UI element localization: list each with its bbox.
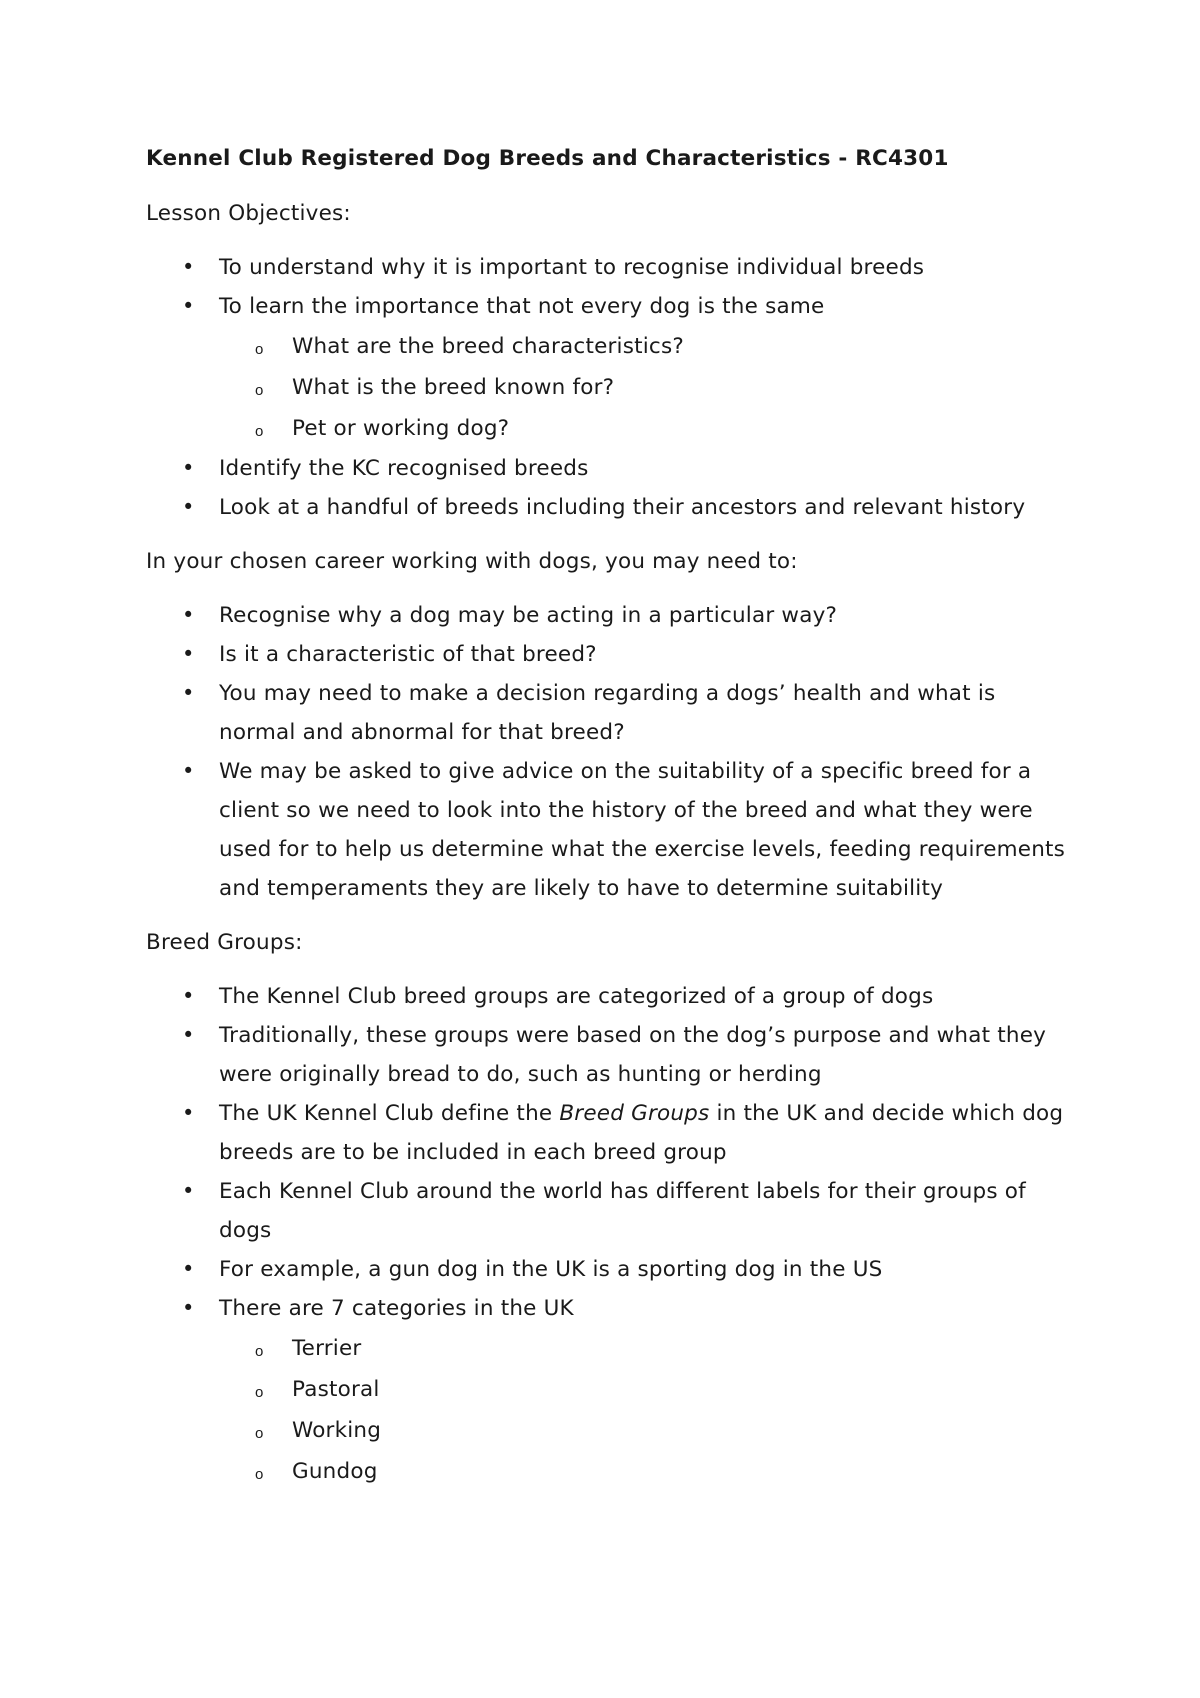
- sub-list-item: o Pet or working dog?: [219, 408, 1066, 449]
- list-item: • We may be asked to give advice on the suitability of a specific breed for a client so we need to look into the history of the breed and what they were used for to help us determine what the exercise levels, feeding requirements and temperaments they are likely to have to determine suitability: [146, 752, 1066, 908]
- document-body: [146, 142, 1066, 1510]
- sub-list-item: o What is the breed known for?: [219, 367, 1066, 408]
- list-item: • Is it a characteristic of that breed?: [146, 635, 1066, 674]
- sub-list-item: o Gundog: [219, 1451, 1066, 1492]
- sub-list-item: o Pastoral: [219, 1369, 1066, 1410]
- list-item-text: in the UK and decide which dog breeds are to be included in each breed group: [219, 1101, 1064, 1165]
- groups-heading: Breed Groups:: [146, 930, 303, 955]
- list-item: • For example, a gun dog in the UK is a sporting dog in the US: [146, 1250, 1066, 1289]
- objectives-list: [146, 248, 1066, 527]
- document-title: Kennel Club Registered Dog Breeds and Characteristics - RC4301: [146, 146, 949, 171]
- sub-list-item: o What are the breed characteristics?: [219, 326, 1066, 367]
- career-heading: In your chosen career working with dogs, you may need to:: [146, 549, 798, 574]
- sub-list-item: o Working: [219, 1410, 1066, 1451]
- sub-list: [219, 326, 1066, 449]
- emphasis-text: Breed Groups: [559, 1101, 710, 1126]
- list-item-text: There are 7 categories in the UK: [219, 1296, 574, 1321]
- sub-list-item: o Terrier: [219, 1328, 1066, 1369]
- list-item: [146, 1289, 1066, 1492]
- list-item-text: The UK Kennel Club define the: [219, 1101, 560, 1126]
- list-item: • To understand why it is important to recognise individual breeds: [146, 248, 1066, 287]
- list-item: • Look at a handful of breeds including their ancestors and relevant history: [146, 488, 1066, 527]
- list-item: [146, 287, 1066, 449]
- objectives-heading: Lesson Objectives:: [146, 201, 351, 226]
- sub-list: [219, 1328, 1066, 1492]
- list-item: • Recognise why a dog may be acting in a particular way?: [146, 596, 1066, 635]
- list-item: • Identify the KC recognised breeds: [146, 449, 1066, 488]
- career-list: [146, 596, 1066, 908]
- list-item: • Traditionally, these groups were based on the dog’s purpose and what they were originally bread to do, such as hunting or herding: [146, 1016, 1066, 1094]
- list-item: • Each Kennel Club around the world has different labels for their groups of dogs: [146, 1172, 1066, 1250]
- groups-list: [146, 977, 1066, 1492]
- list-item: • You may need to make a decision regarding a dogs’ health and what is normal and abnormal for that breed?: [146, 674, 1066, 752]
- list-item: [146, 1094, 1066, 1172]
- list-item: • The Kennel Club breed groups are categorized of a group of dogs: [146, 977, 1066, 1016]
- list-item-text: To learn the importance that not every dog is the same: [219, 294, 825, 319]
